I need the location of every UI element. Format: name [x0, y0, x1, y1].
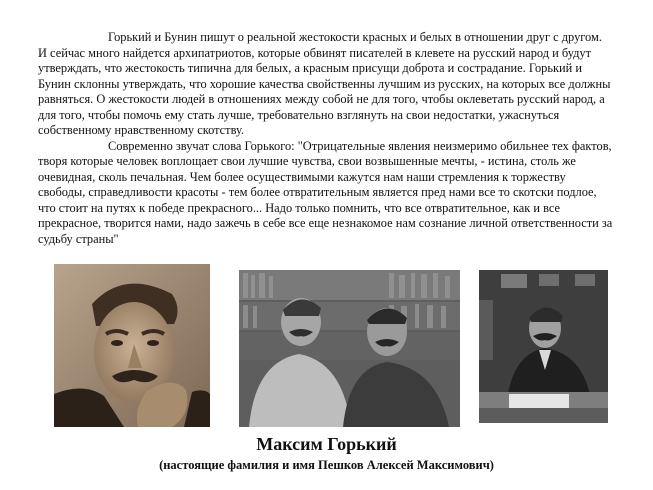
article-text	[38, 30, 613, 247]
photo-two-men-bookshelf	[239, 270, 460, 427]
portrait-photo-hand-on-chin	[54, 264, 210, 427]
caption-title: Максим Горький	[256, 434, 397, 454]
photo-man-at-desk	[479, 270, 608, 423]
article-paragraph-1: Горький и Бунин пишут о реальной жестокости красных и белых в отношении друг с другом. И сейчас много найдется архипатриотов, которые обвинят писателей в клевете на русский народ и будут утверждать, что жестокость типична для белых, а красным присущи доброта и сострадание. Горький и Бунин склонны утверждать, что хорошие качества свойственны лучшим из русских, на которых все должны равняться. О жестокости людей в отношениях между собой не для того, чтобы оклеветать русский народ, а для того, чтобы помочь ему стать лучше, требовательно взглянуть на свои недостатки, ужаснуться собственному нравственному скотству.	[38, 30, 611, 137]
caption-subtitle: (настоящие фамилия и имя Пешков Алексей Максимович)	[159, 458, 494, 472]
article-paragraph-2: Современно звучат слова Горького: "Отрицательные явления неизмеримо обильнее тех фактов, творя которые человек воплощает свои лучшие чувства, свои возвышенные мечты, - истина, столь же очевидная, сколь печальная. Чем более осуществимыми кажутся нам наши стремления к торжеству свободы, справедливости красоты - тем более отвратительным является пред нами все то скотски подлое, что стоит на путях к победе прекрасного... Надо только помнить, что все отвратительное, как и все прекрасное, творится нами, надо зажечь в себе все еще незнакомое нам сознание личной ответственности за судьбу страны"	[38, 138, 613, 246]
